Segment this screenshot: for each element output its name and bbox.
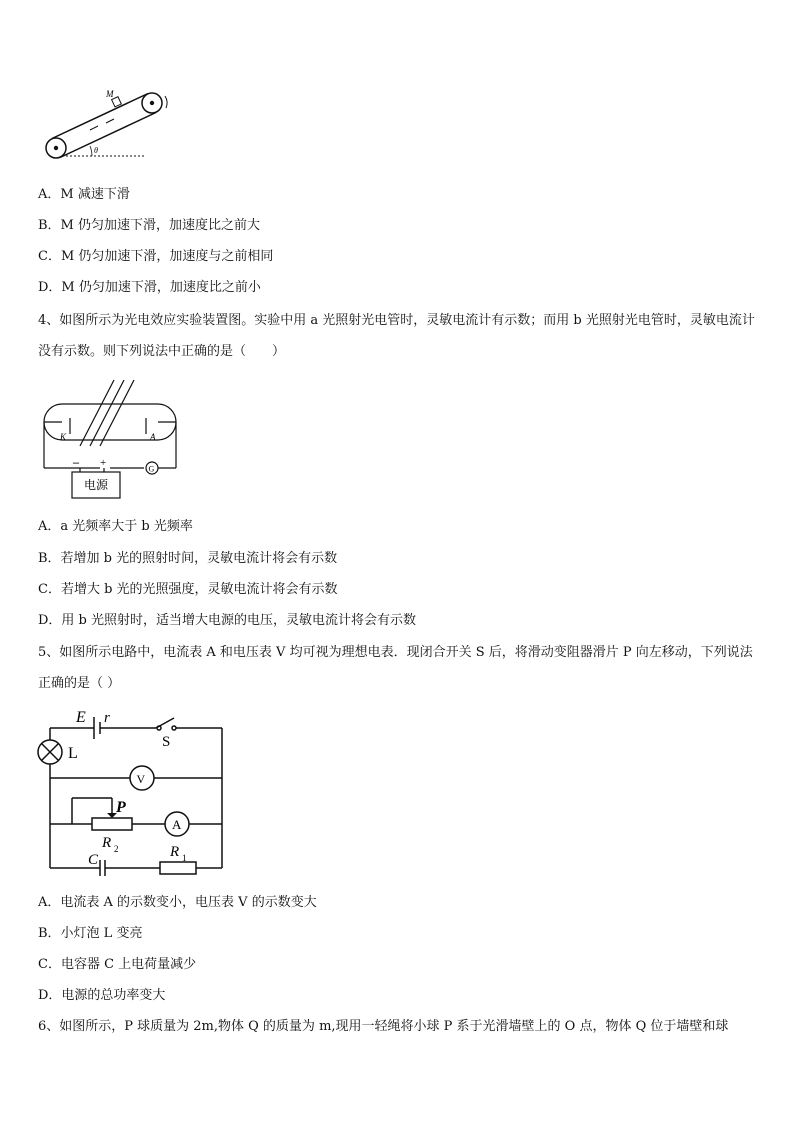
rheostat-subscript: 2 <box>114 844 119 854</box>
internal-resistance-label: r <box>104 710 110 726</box>
q5-option-a: A．电流表 A 的示数变小，电压表 V 的示数变大 <box>38 895 317 910</box>
capacitor-label: C <box>88 852 99 868</box>
q3-option-b: B．M 仍匀加速下滑，加速度比之前大 <box>38 218 260 233</box>
emf-label: E <box>76 709 86 726</box>
q6-stem: 6、如图所示，P 球质量为 2m,物体 Q 的质量为 m,现用一轻绳将小球 P 系于光滑墙壁上的 O 点，物体 Q 位于墙壁和球 <box>38 1019 729 1034</box>
q5-option-b: B．小灯泡 L 变亮 <box>38 926 143 941</box>
q3-option-c: C．M 仍匀加速下滑，加速度与之前相同 <box>38 249 274 264</box>
lamp-label: L <box>68 745 78 762</box>
switch-label: S <box>162 734 171 750</box>
q4-option-c: C．若增大 b 光的光照强度，灵敏电流计将会有示数 <box>38 582 338 597</box>
incline-angle-label: θ <box>94 146 98 155</box>
positive-terminal-label: + <box>100 457 107 469</box>
cathode-label: K <box>60 432 67 442</box>
resistor-subscript: 1 <box>182 853 187 863</box>
q5-option-c: C．电容器 C 上电荷量减少 <box>38 957 197 972</box>
anode-label: A <box>150 432 156 442</box>
belt-block-label: M <box>106 89 114 99</box>
q4-option-a: A．a 光频率大于 b 光频率 <box>38 519 193 534</box>
q3-option-a: A．M 减速下滑 <box>38 187 130 202</box>
voltmeter-label: V <box>136 772 146 786</box>
conveyor-belt-figure <box>40 88 180 164</box>
circuit-figure <box>34 702 230 878</box>
slider-label: P <box>116 799 126 816</box>
q3-option-d: D．M 仍匀加速下滑，加速度比之前小 <box>38 280 261 295</box>
q4-option-d: D．用 b 光照射时，适当增大电源的电压，灵敏电流计将会有示数 <box>38 613 417 628</box>
q5-option-d: D．电源的总功率变大 <box>38 988 166 1003</box>
galvanometer-label: G <box>148 464 155 474</box>
power-source-label: 电源 <box>84 478 109 492</box>
ammeter-label: A <box>172 817 182 832</box>
q4-stem: 4、如图所示为光电效应实验装置图。实验中用 a 光照射光电管时，灵敏电流计有示数；而用 b 光照射光电管时，灵敏电流计没有示数。则下列说法中正确的是（ ） <box>38 313 755 359</box>
q4-option-b: B．若增加 b 光的照射时间，灵敏电流计将会有示数 <box>38 551 338 566</box>
photoelectric-figure <box>40 378 180 502</box>
resistor-label: R <box>170 844 180 860</box>
negative-terminal-label: – <box>73 455 79 469</box>
q5-stem: 5、如图所示电路中，电流表 A 和电压表 V 均可视为理想电表．现闭合开关 S 后，将滑动变阻器滑片 P 向左移动，下列说法正确的是（ ） <box>38 645 753 691</box>
rheostat-label: R <box>102 835 112 851</box>
